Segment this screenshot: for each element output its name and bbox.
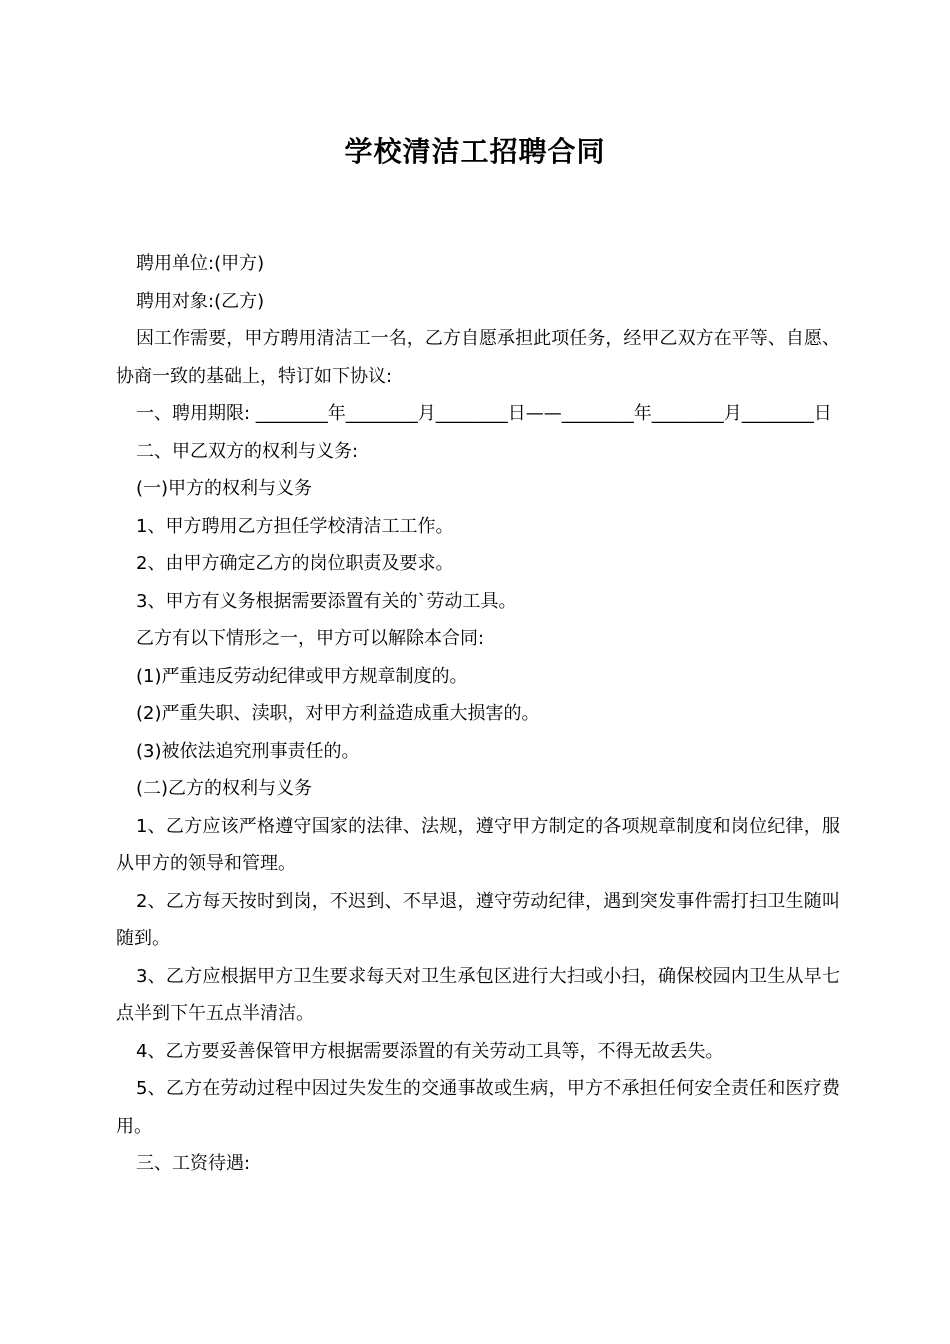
subsection-heading-party-a: (一)甲方的权利与义务	[136, 478, 313, 499]
employee-line: 聘用对象:(乙方)	[136, 290, 265, 312]
party-b-item-3: 3、乙方应根据甲方卫生要求每天对卫生承包区进行大扫或小扫，确保校园内卫生从早七点半到下午五点半清洁。	[116, 965, 840, 1024]
intro-paragraph: 因工作需要，甲方聘用清洁工一名，乙方自愿承担此项任务，经甲乙双方在平等、自愿、协商一致的基础上，特订如下协议:	[116, 328, 840, 387]
party-b-item-2: 2、乙方每天按时到岗，不迟到、不早退，遵守劳动纪律，遇到突发事件需打扫卫生随叫随到。	[116, 890, 840, 949]
party-b-item-1: 1、乙方应该严格遵守国家的法律、法规，遵守甲方制定的各项规章制度和岗位纪律，服从甲方的领导和管理。	[116, 815, 840, 874]
party-b-item-4: 4、乙方要妥善保管甲方根据需要添置的有关劳动工具等，不得无故丢失。	[136, 1040, 724, 1062]
document-body	[116, 245, 840, 1183]
party-a-item-1: 1、甲方聘用乙方担任学校清洁工工作。	[136, 515, 454, 537]
termination-intro: 乙方有以下情形之一，甲方可以解除本合同:	[136, 628, 485, 649]
termination-item-1: (1)严重违反劳动纪律或甲方规章制度的。	[136, 665, 468, 687]
party-b-item-5: 5、乙方在劳动过程中因过失发生的交通事故或生病，甲方不承担任何安全责任和医疗费用。	[116, 1078, 840, 1137]
subsection-heading-party-b: (二)乙方的权利与义务	[136, 778, 313, 799]
party-a-item-2: 2、由甲方确定乙方的岗位职责及要求。	[136, 553, 454, 574]
section-heading-rights: 二、甲乙双方的权利与义务:	[136, 440, 359, 462]
termination-item-3: (3)被依法追究刑事责任的。	[136, 740, 360, 762]
termination-item-2: (2)严重失职、渎职，对甲方利益造成重大损害的。	[136, 703, 540, 724]
term-clause: 一、聘用期限: ________年________月________日——________年________月________日	[136, 403, 832, 424]
employer-line: 聘用单位:(甲方)	[136, 253, 265, 274]
document-title: 学校清洁工招聘合同	[344, 135, 606, 168]
party-a-item-3: 3、甲方有义务根据需要添置有关的`劳动工具。	[136, 590, 517, 612]
section-heading-wages: 三、工资待遇:	[136, 1153, 251, 1174]
